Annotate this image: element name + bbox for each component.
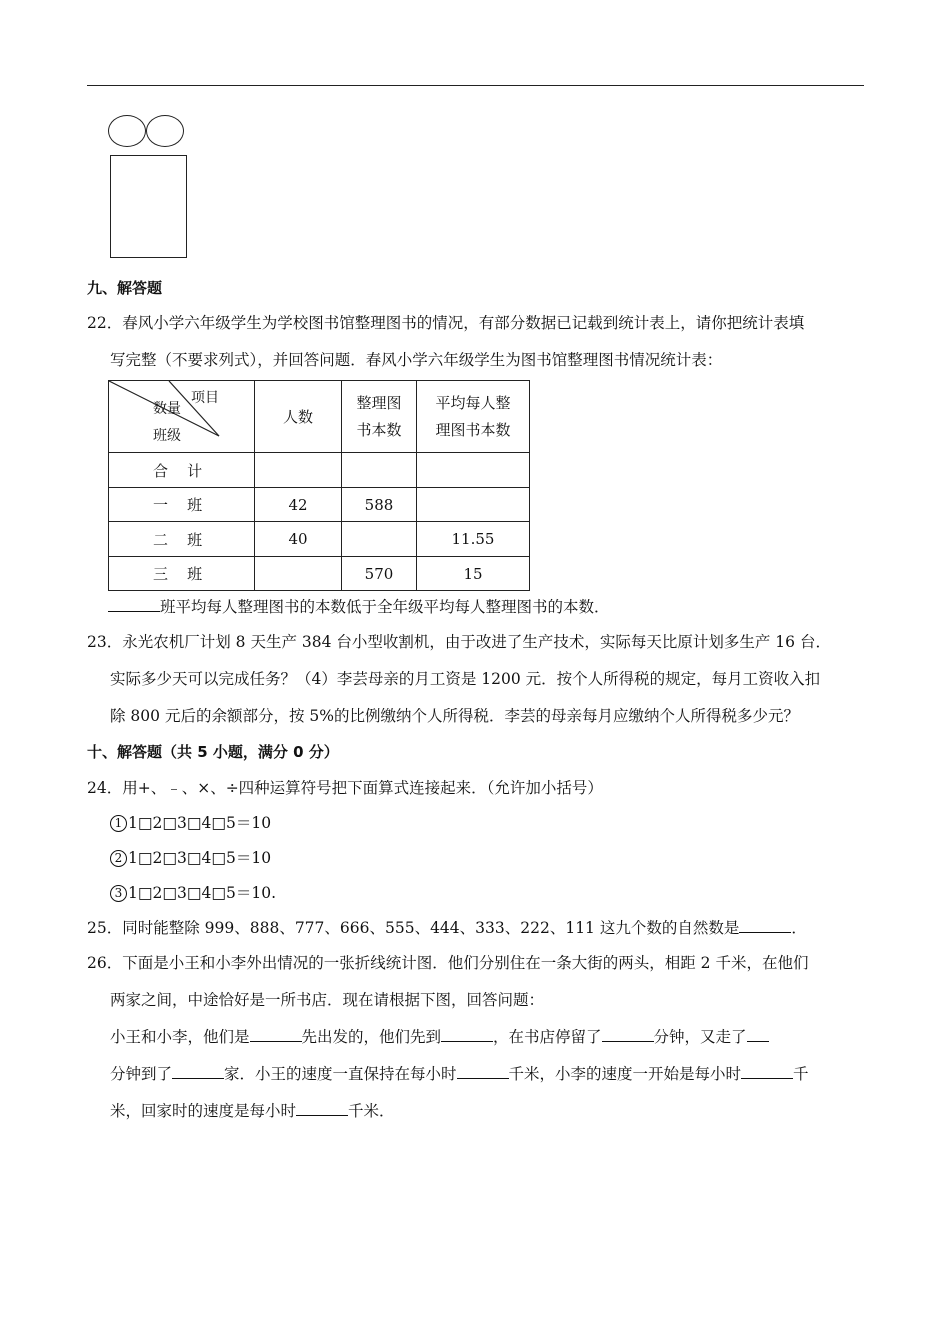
cell-avg xyxy=(417,453,530,488)
cell-people xyxy=(255,453,342,488)
q26-line1: 26．下面是小王和小李外出情况的一张折线统计图．他们分别住在一条大街的两头，相距 2 千米，在他们 xyxy=(87,954,809,972)
circle-right xyxy=(146,115,184,147)
col-header-avg: 平均每人整 理图书本数 xyxy=(417,381,530,453)
cell-people xyxy=(255,557,342,591)
q26-fill-line2 xyxy=(110,1064,809,1084)
col-header-people: 人数 xyxy=(255,381,342,453)
diagonal-lines xyxy=(109,381,254,451)
q26-text: 分钟到了 xyxy=(110,1065,173,1083)
answer-blank[interactable] xyxy=(296,1101,348,1116)
row-label: 合 计 xyxy=(109,453,255,488)
expression: 1□2□3□4□5＝10 xyxy=(128,849,272,867)
figure-circles-rectangle xyxy=(108,113,190,261)
answer-blank[interactable] xyxy=(747,1027,769,1042)
q23-line2: 实际多少天可以完成任务？（4）李芸母亲的月工资是 1200 元．按个人所得税的规定，每月工资收入扣 xyxy=(110,670,821,688)
q26-fill-line3 xyxy=(110,1101,395,1121)
q25-line xyxy=(87,918,807,938)
q22-line1: 22．春风小学六年级学生为学校图书馆整理图书的情况，有部分数据已记载到统计表上，请你把统计表填 xyxy=(87,314,805,332)
q26-text: 千 xyxy=(793,1065,809,1083)
q24-line1: 24．用+、﹣、×、÷四种运算符号把下面算式连接起来．（允许加小括号） xyxy=(87,779,603,797)
header-rule xyxy=(87,85,864,86)
cell-books xyxy=(342,522,417,557)
cell-books xyxy=(342,453,417,488)
answer-blank[interactable] xyxy=(602,1027,654,1042)
q26-text: ，在书店停留了 xyxy=(493,1028,602,1046)
table-row xyxy=(109,522,530,557)
rectangle xyxy=(110,155,187,258)
table-row xyxy=(109,488,530,522)
cell-books: 570 xyxy=(342,557,417,591)
row-label: 一 班 xyxy=(109,488,255,522)
q26-text: 分钟，又走了 xyxy=(653,1028,747,1046)
q26-text: 米，回家时的速度是每小时 xyxy=(110,1102,297,1120)
expression: 1□2□3□4□5＝10 xyxy=(128,814,272,832)
q26-text: 小王和小李，他们是 xyxy=(110,1028,250,1046)
circled-number: 3 xyxy=(110,885,127,902)
cell-avg xyxy=(417,488,530,522)
cell-people: 40 xyxy=(255,522,342,557)
answer-blank[interactable] xyxy=(739,918,791,933)
answer-blank[interactable] xyxy=(172,1064,224,1079)
q26-text: 家．小王的速度一直保持在每小时 xyxy=(224,1065,457,1083)
expression: 1□2□3□4□5＝10. xyxy=(128,884,277,902)
answer-blank[interactable] xyxy=(441,1027,493,1042)
q26-text: 千米，小李的速度一开始是每小时 xyxy=(508,1065,742,1083)
table-corner-header xyxy=(109,381,255,453)
q23-line1: 23．永光农机厂计划 8 天生产 384 台小型收割机，由于改进了生产技术，实际每天比原计划多生产 16 台． xyxy=(87,633,831,651)
q23-line3: 除 800 元后的余额部分，按 5%的比例缴纳个人所得税．李芸的母亲每月应缴纳个人所得税多少元？ xyxy=(110,707,799,725)
q26-text: 千米． xyxy=(348,1102,395,1120)
section-9-title: 九、解答题 xyxy=(87,279,163,297)
answer-blank[interactable] xyxy=(457,1064,509,1079)
section-10-title: 十、解答题（共 5 小题，满分 0 分） xyxy=(87,743,339,761)
q25-text: 25．同时能整除 999、888、777、666、555、444、333、222、111 这九个数的自然数是 xyxy=(87,919,740,937)
row-label: 二 班 xyxy=(109,522,255,557)
cell-avg: 15 xyxy=(417,557,530,591)
answer-blank[interactable] xyxy=(741,1064,793,1079)
table-row xyxy=(109,453,530,488)
cell-books: 588 xyxy=(342,488,417,522)
circled-number: 2 xyxy=(110,850,127,867)
answer-blank[interactable] xyxy=(250,1027,302,1042)
corner-label-item: 项目 xyxy=(191,390,219,406)
q25-end: ． xyxy=(791,919,807,937)
corner-label-quantity: 数量 xyxy=(153,401,181,417)
circle-left xyxy=(108,115,146,147)
col-header-books: 整理图 书本数 xyxy=(342,381,417,453)
q22-answer-line xyxy=(108,597,610,617)
cell-people: 42 xyxy=(255,488,342,522)
q26-text: 先出发的，他们先到 xyxy=(301,1028,442,1046)
q24-item-1 xyxy=(110,813,271,833)
circled-number: 1 xyxy=(110,815,127,832)
q24-item-2 xyxy=(110,848,271,868)
statistics-table xyxy=(108,380,530,591)
answer-blank[interactable] xyxy=(108,597,160,612)
table-row xyxy=(109,557,530,591)
q26-line2: 两家之间，中途恰好是一所书店．现在请根据下图，回答问题： xyxy=(110,991,545,1009)
q26-fill-line1 xyxy=(110,1027,769,1047)
q22-line2: 写完整（不要求列式），并回答问题．春风小学六年级学生为图书馆整理图书情况统计表： xyxy=(110,351,723,369)
q24-item-3 xyxy=(110,883,276,903)
cell-avg: 11.55 xyxy=(417,522,530,557)
q22-answer-text: 班平均每人整理图书的本数低于全年级平均每人整理图书的本数． xyxy=(160,598,610,616)
row-label: 三 班 xyxy=(109,557,255,591)
corner-label-class: 班级 xyxy=(153,428,181,444)
